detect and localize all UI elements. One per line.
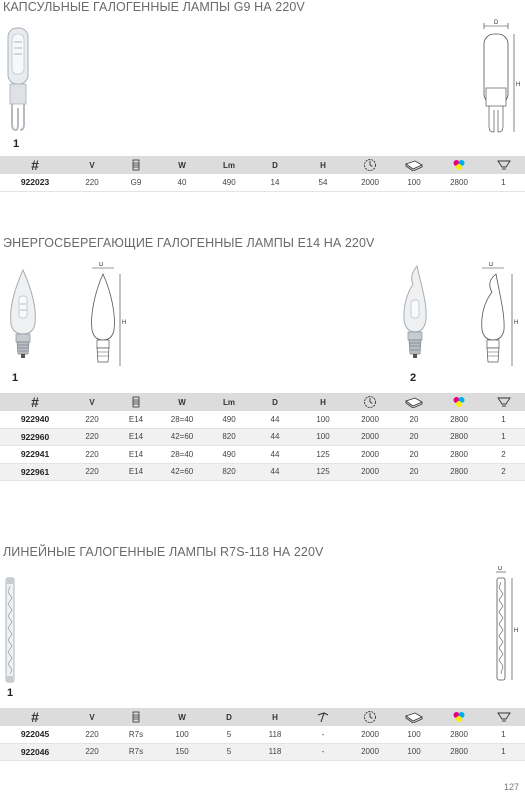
cell-height: 100 (298, 411, 348, 428)
cell-pack: 100 (392, 174, 436, 191)
table-row (0, 428, 525, 446)
cell-voltage: 220 (70, 743, 114, 761)
hash-header: # (0, 156, 70, 174)
lamp-shape-icon (482, 393, 525, 411)
cell-voltage: 220 (70, 726, 114, 743)
color-temperature-icon (436, 708, 482, 726)
cell-height: 100 (298, 428, 348, 446)
cell-voltage: 220 (70, 428, 114, 446)
cell-diameter: 44 (252, 463, 298, 481)
product-code: 922046 (0, 743, 70, 761)
cell-picture: 1 (482, 411, 525, 428)
header-diameter: D (206, 708, 252, 726)
table-row (0, 463, 525, 481)
e14-spec-table (0, 393, 525, 481)
dim-label-h: H (122, 320, 127, 326)
dim-label-d: D (498, 566, 503, 572)
cell-base: G9 (114, 174, 158, 191)
cell-picture: 2 (482, 446, 525, 464)
section-title-e14: ЭНЕРГОСБЕРЕГАЮЩИЕ ГАЛОГЕННЫЕ ЛАМПЫ E14 НА 220V (3, 236, 375, 250)
cell-watts: 28=40 (158, 446, 206, 464)
cell-color: 2800 (436, 428, 482, 446)
cell-height: 125 (298, 463, 348, 481)
cell-lumen: 820 (206, 463, 252, 481)
header-watts: W (158, 708, 206, 726)
cell-pack: 20 (392, 428, 436, 446)
e14-candle-lamp-image-1 (5, 268, 41, 364)
item-number-1: 1 (12, 372, 19, 384)
table-row (0, 174, 525, 191)
color-temperature-icon (436, 393, 482, 411)
cell-base: E14 (114, 446, 158, 464)
header-height: H (298, 156, 348, 174)
r7s-dimension-drawing (488, 566, 522, 684)
cell-picture: 2 (482, 463, 525, 481)
cell-lumen: 490 (206, 174, 252, 191)
cell-base: E14 (114, 411, 158, 428)
cell-watts: 28=40 (158, 411, 206, 428)
g9-capsule-lamp-image (5, 26, 31, 134)
cell-burning-position: - (298, 743, 348, 761)
cell-pack: 20 (392, 463, 436, 481)
cell-life: 2000 (348, 446, 392, 464)
item-number-1: 1 (13, 138, 20, 150)
table-header-row (0, 156, 525, 174)
clock-hours-icon (348, 393, 392, 411)
table-row (0, 411, 525, 428)
hash-header: # (0, 393, 70, 411)
product-code: 922941 (0, 446, 70, 464)
cell-watts: 42=60 (158, 463, 206, 481)
cell-height: 118 (252, 743, 298, 761)
cell-height: 118 (252, 726, 298, 743)
page-number: 127 (503, 782, 519, 792)
cell-color: 2800 (436, 743, 482, 761)
cell-color: 2800 (436, 174, 482, 191)
header-diameter: D (252, 393, 298, 411)
cell-picture: 1 (482, 743, 525, 761)
table-row (0, 446, 525, 464)
cell-diameter: 5 (206, 743, 252, 761)
table-header-row (0, 708, 525, 726)
dim-label-d: D (489, 262, 494, 268)
cell-color: 2800 (436, 463, 482, 481)
cell-watts: 100 (158, 726, 206, 743)
cell-voltage: 220 (70, 446, 114, 464)
cell-base: E14 (114, 463, 158, 481)
cell-pack: 100 (392, 726, 436, 743)
cell-height: 54 (298, 174, 348, 191)
cell-height: 125 (298, 446, 348, 464)
header-lumen: Lm (206, 393, 252, 411)
cell-burning-position: - (298, 726, 348, 743)
burning-position-icon (298, 708, 348, 726)
lamp-shape-icon (482, 708, 525, 726)
cell-diameter: 14 (252, 174, 298, 191)
cell-picture: 1 (482, 726, 525, 743)
e14-candle-drawing-1 (82, 262, 132, 374)
package-box-icon (392, 156, 436, 174)
cell-color: 2800 (436, 411, 482, 428)
cell-life: 2000 (348, 463, 392, 481)
item-number-2: 2 (410, 372, 417, 384)
clock-hours-icon (348, 156, 392, 174)
cell-voltage: 220 (70, 174, 114, 191)
cell-base: R7s (114, 743, 158, 761)
dim-label-h: H (514, 628, 519, 634)
lamp-shape-icon (482, 156, 525, 174)
header-height: H (252, 708, 298, 726)
cell-life: 2000 (348, 174, 392, 191)
cell-base: R7s (114, 726, 158, 743)
cell-diameter: 44 (252, 446, 298, 464)
header-watts: W (158, 393, 206, 411)
cell-voltage: 220 (70, 411, 114, 428)
cell-life: 2000 (348, 428, 392, 446)
e14-flame-drawing-2 (472, 262, 524, 374)
cell-color: 2800 (436, 446, 482, 464)
socket-base-icon (114, 393, 158, 411)
section-title-g9: КАПСУЛЬНЫЕ ГАЛОГЕННЫЕ ЛАМПЫ G9 НА 220V (3, 0, 305, 14)
package-box-icon (392, 708, 436, 726)
header-height: H (298, 393, 348, 411)
cell-watts: 150 (158, 743, 206, 761)
hash-header: # (0, 708, 70, 726)
header-voltage: V (70, 393, 114, 411)
cell-voltage: 220 (70, 463, 114, 481)
package-box-icon (392, 393, 436, 411)
cell-life: 2000 (348, 726, 392, 743)
cell-diameter: 44 (252, 428, 298, 446)
dim-label-d: D (494, 20, 499, 26)
g9-dimension-drawing (470, 18, 522, 138)
cell-picture: 1 (482, 428, 525, 446)
r7s-spec-table (0, 708, 525, 761)
table-header-row (0, 393, 525, 411)
color-temperature-icon (436, 156, 482, 174)
dim-label-h: H (516, 82, 521, 88)
product-code: 922960 (0, 428, 70, 446)
socket-base-icon (114, 708, 158, 726)
cell-lumen: 490 (206, 446, 252, 464)
cell-lumen: 820 (206, 428, 252, 446)
socket-base-icon (114, 156, 158, 174)
header-diameter: D (252, 156, 298, 174)
cell-pack: 100 (392, 743, 436, 761)
cell-picture: 1 (482, 174, 525, 191)
dim-label-d: D (99, 262, 104, 268)
cell-life: 2000 (348, 743, 392, 761)
cell-watts: 42=60 (158, 428, 206, 446)
cell-base: E14 (114, 428, 158, 446)
cell-life: 2000 (348, 411, 392, 428)
cell-lumen: 490 (206, 411, 252, 428)
g9-spec-table (0, 156, 525, 192)
header-lumen: Lm (206, 156, 252, 174)
header-voltage: V (70, 708, 114, 726)
clock-hours-icon (348, 708, 392, 726)
r7s-linear-lamp-image (3, 576, 17, 684)
product-code: 922961 (0, 463, 70, 481)
section-title-r7s: ЛИНЕЙНЫЕ ГАЛОГЕННЫЕ ЛАМПЫ R7S-118 НА 220V (3, 545, 324, 559)
table-row (0, 743, 525, 761)
product-code: 922940 (0, 411, 70, 428)
cell-color: 2800 (436, 726, 482, 743)
cell-diameter: 5 (206, 726, 252, 743)
cell-diameter: 44 (252, 411, 298, 428)
cell-pack: 20 (392, 411, 436, 428)
product-code: 922045 (0, 726, 70, 743)
cell-watts: 40 (158, 174, 206, 191)
e14-flame-lamp-image-2 (397, 264, 433, 364)
table-row (0, 726, 525, 743)
item-number-1: 1 (7, 687, 14, 699)
dim-label-h: H (514, 320, 519, 326)
product-code: 922023 (0, 174, 70, 191)
header-voltage: V (70, 156, 114, 174)
cell-pack: 20 (392, 446, 436, 464)
header-watts: W (158, 156, 206, 174)
